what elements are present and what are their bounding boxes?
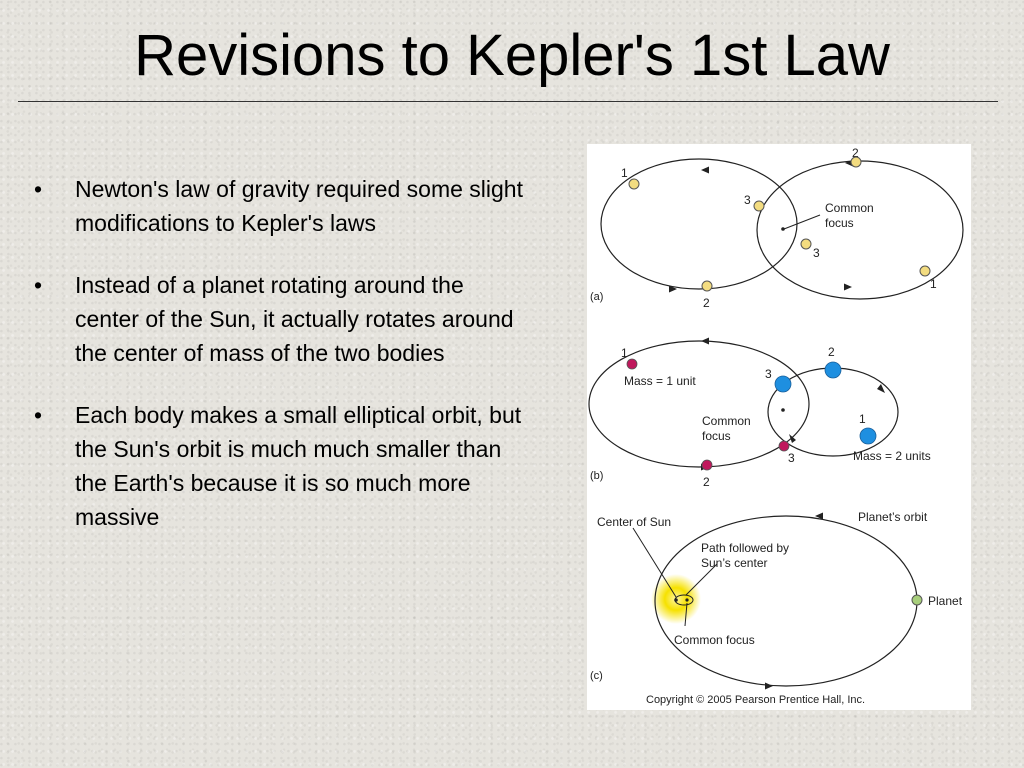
- common-focus-dot: [781, 227, 785, 231]
- common-focus-label: Common: [702, 414, 751, 428]
- common-focus-dot: [781, 408, 785, 412]
- path-label: Sun’s center: [701, 556, 768, 570]
- panel-c: [590, 510, 963, 706]
- planet-label: Planet: [928, 594, 963, 608]
- direction-arrow: [765, 683, 773, 690]
- direction-arrow: [877, 384, 885, 393]
- bullet-dot: •: [34, 402, 43, 428]
- bullet-dot: •: [34, 176, 43, 202]
- bullet-list: [34, 172, 524, 562]
- orbit-diagram: [587, 144, 971, 710]
- planet-marker: [912, 595, 922, 605]
- common-focus-dot: [685, 598, 688, 601]
- mass-1-body: [779, 441, 789, 451]
- position-label: 1: [859, 412, 866, 426]
- bullet-text: Each body makes a small elliptical orbit, but the Sun's orbit is much much smaller than the Earth's because it is so much more massive: [75, 402, 522, 530]
- bullet-text: Newton's law of gravity required some slight modifications to Kepler's laws: [75, 176, 523, 236]
- mass-1-label: Mass = 1 unit: [624, 374, 696, 388]
- position-label: 2: [703, 296, 710, 310]
- direction-arrow: [844, 284, 852, 291]
- sun-center-dot: [674, 598, 678, 602]
- bullet-item: [34, 268, 524, 370]
- direction-arrow: [701, 338, 709, 345]
- body-marker: [920, 266, 930, 276]
- position-label: 3: [788, 451, 795, 465]
- panel-label: (c): [590, 670, 603, 682]
- mass-1-body: [702, 460, 712, 470]
- direction-arrow: [701, 167, 709, 174]
- orbit-figure: [587, 144, 971, 710]
- common-focus-label: Common focus: [674, 633, 755, 647]
- panel-label: (b): [590, 470, 604, 482]
- position-label: 1: [621, 346, 628, 360]
- common-focus-label: Common: [825, 201, 874, 215]
- left-orbit: [601, 159, 797, 289]
- common-focus-label: focus: [825, 216, 854, 230]
- mass-2-label: Mass = 2 units: [853, 449, 931, 463]
- position-label: 2: [828, 345, 835, 359]
- body-marker: [629, 179, 639, 189]
- panel-a: [590, 146, 963, 310]
- mass-2-body: [775, 376, 791, 392]
- bullet-item: [34, 398, 524, 534]
- panel-b: [589, 338, 931, 490]
- position-label: 1: [930, 277, 937, 291]
- mass-2-body: [860, 428, 876, 444]
- mass-1-body: [627, 359, 637, 369]
- panel-label: (a): [590, 291, 604, 303]
- position-label: 3: [744, 193, 751, 207]
- position-label: 2: [703, 475, 710, 489]
- body-marker: [801, 239, 811, 249]
- bullet-dot: •: [34, 272, 43, 298]
- bullet-text: Instead of a planet rotating around the center of the Sun, it actually rotates around the center of mass of the two bodies: [75, 272, 514, 366]
- path-label: Path followed by: [701, 541, 790, 555]
- body-marker: [702, 281, 712, 291]
- title-divider: [18, 101, 998, 102]
- planets-orbit-label: Planet’s orbit: [858, 510, 928, 524]
- center-of-sun-label: Center of Sun: [597, 515, 672, 529]
- bullet-item: [34, 172, 524, 240]
- position-label: 3: [765, 367, 772, 381]
- position-label: 3: [813, 246, 820, 260]
- position-label: 1: [621, 166, 628, 180]
- common-focus-label: focus: [702, 429, 731, 443]
- focus-pointer: [784, 215, 820, 229]
- position-label: 2: [852, 146, 859, 160]
- mass-2-body: [825, 362, 841, 378]
- copyright-text: Copyright © 2005 Pearson Prentice Hall, Inc.: [646, 694, 866, 706]
- slide-title: Revisions to Kepler's 1st Law: [134, 23, 890, 88]
- body-marker: [754, 201, 764, 211]
